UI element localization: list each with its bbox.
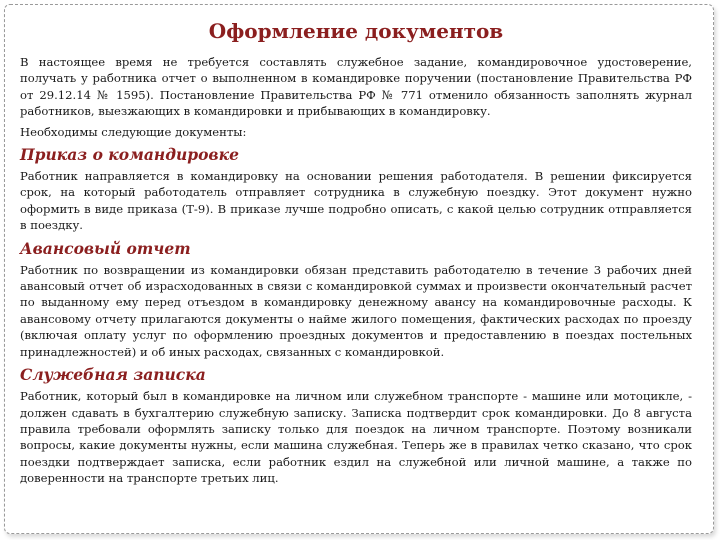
section-text-memo: Работник, который был в командировке на личном или служебном транспорте - машине или мотоцикле, - должен сдавать в бухгалтерию служебную записку. Записка подтвердит срок командировки. До 8 августа правила требовали оформлять записку только для поездок на личном транспорте. Поэтому возникали вопросы, какие документы нужны, если машина служебная. Теперь же в правилах четко сказано, что срок поездки подтверждает записка, если работник ездил на служебной или личной машине, а также по доверенности на транспорте третьих лиц.	[20, 389, 692, 486]
section-text-advance-report: Работник по возвращении из командировки обязан представить работодателю в течение 3 рабочих дней авансовый отчет об израсходованных в связи с командировкой суммах и произвести окончательный расчет по выданному ему перед отъездом в командировку денежному авансу на командировочные расходы. К авансовому отчету прилагаются документы о найме жилого помещения, фактических расходах по проезду (включая оплату услуг по оформлению проездных документов и предоставлению в поездах постельных принадлежностей) и об иных расходах, связанных с командировкой.	[20, 262, 692, 359]
section-heading-order: Приказ о командировке	[20, 145, 239, 165]
page-title: Оформление документов	[208, 19, 504, 43]
document-content	[20, 14, 692, 487]
section-heading-advance-report: Авансовый отчет	[20, 238, 191, 258]
section-text-order: Работник направляется в командировку на основании решения работодателя. В решении фиксируется срок, на который работодатель отправляет сотрудника в служебную поездку. Этот документ нужно оформить в виде приказа (Т-9). В приказе лучше подробно описать, с какой целью сотрудник отправляется в поездку.	[20, 169, 692, 233]
section-heading-memo: Служебная записка	[20, 365, 206, 385]
intro-paragraph: В настоящее время не требуется составлять служебное задание, командировочное удостоверение, получать у работника отчет о выполненном в командировке поручении (постановление Правительства РФ от 29.12.14 № 1595). Постановление Правительства РФ № 771 отменило обязанность заполнять журнал работников, выезжающих в командировки и прибывающих в командировку.	[20, 55, 692, 119]
documents-list-lead: Необходимы следующие документы:	[20, 124, 247, 139]
